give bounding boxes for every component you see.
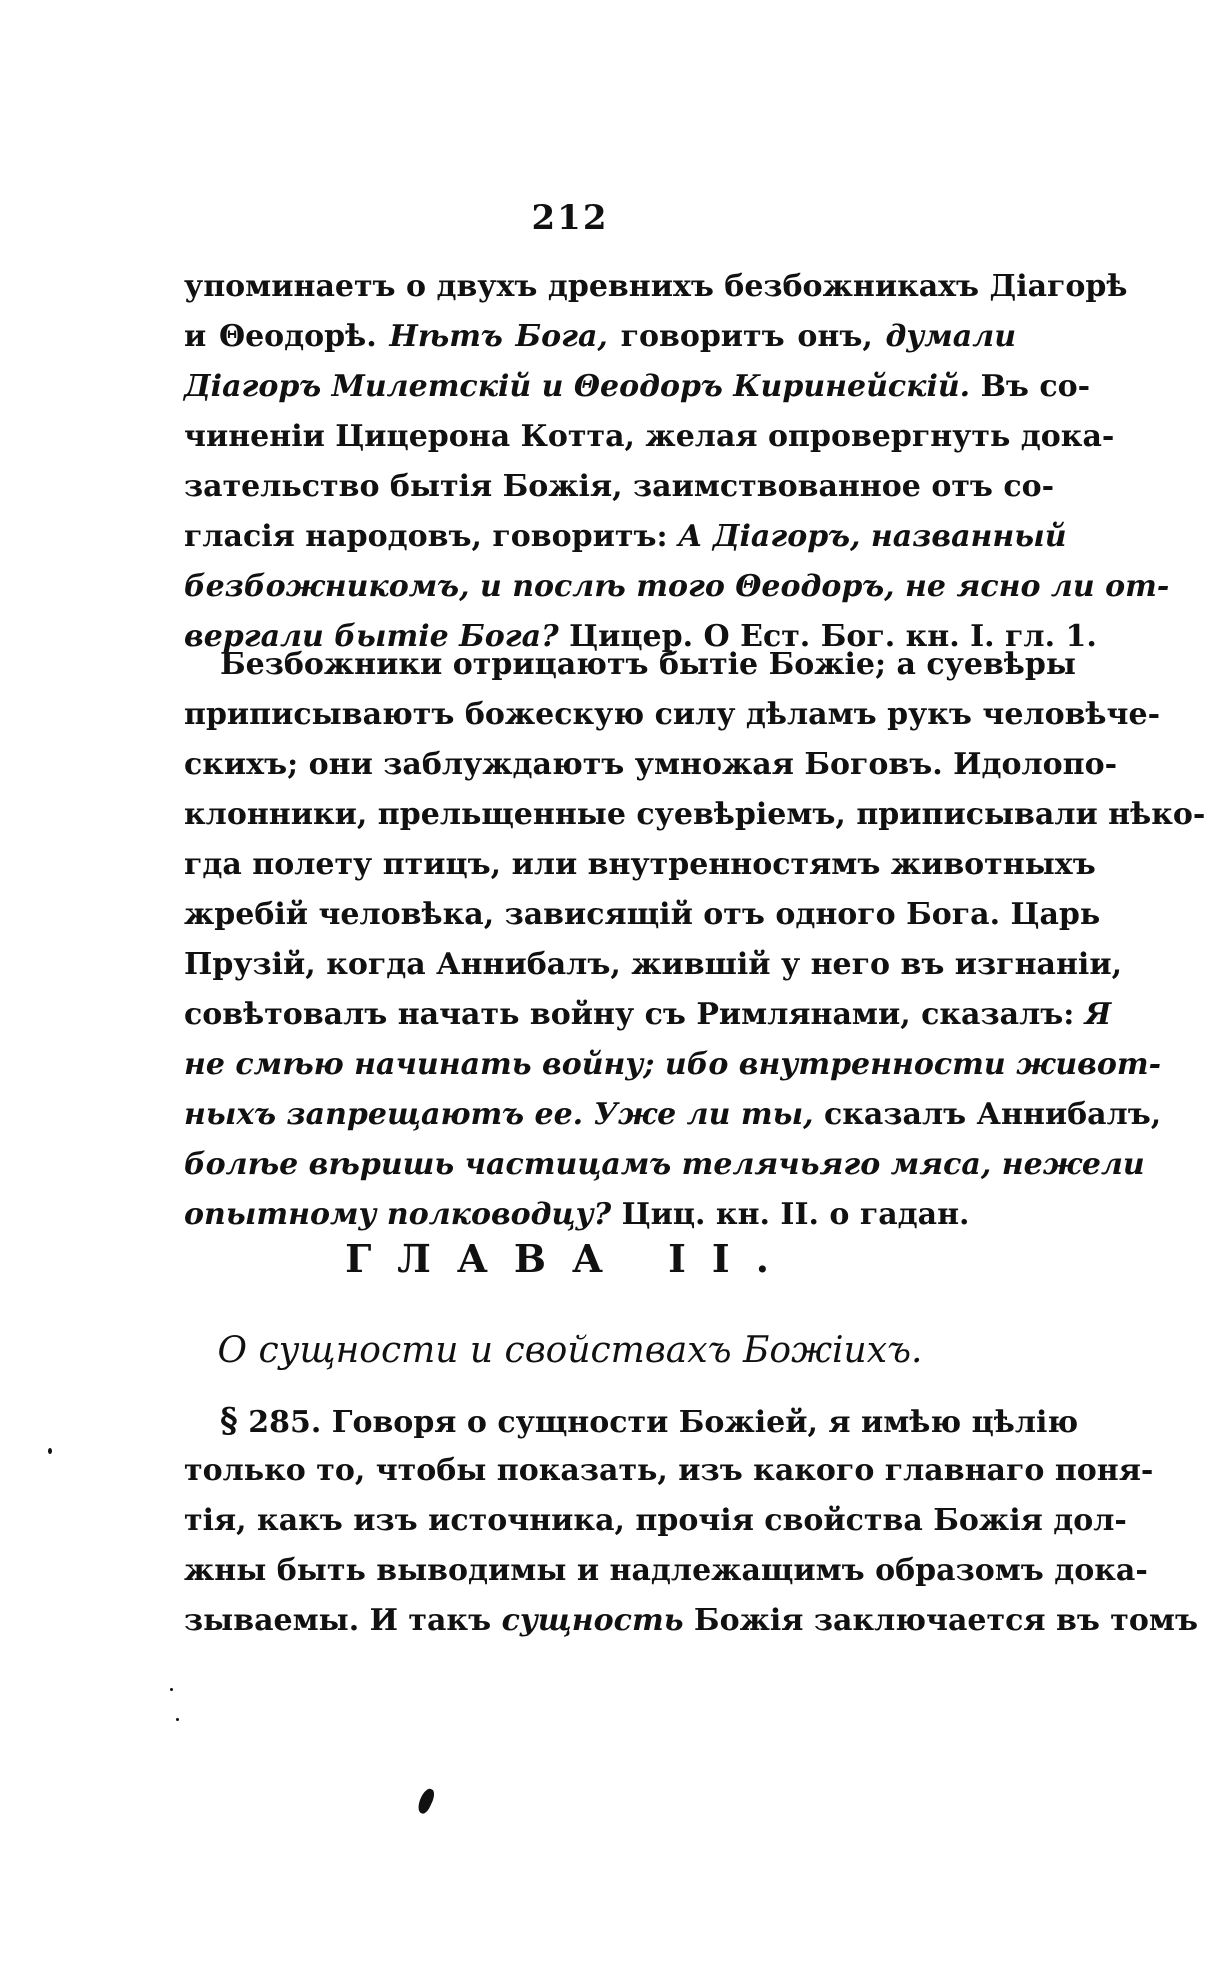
italic-text: опытному полководцу? xyxy=(184,1197,612,1232)
text-run: тія, какъ изъ источника, прочія свойства Божія дол- xyxy=(184,1503,1127,1538)
text-line xyxy=(184,890,1101,940)
text-run: клонники, прельщенные суевѣріемъ, приписывали нѣко- xyxy=(184,797,1205,832)
text-run: Въ со- xyxy=(970,369,1091,404)
paper-speck xyxy=(176,1718,179,1721)
text-run: сказалъ Аннибалъ, xyxy=(813,1097,1162,1132)
chapter-heading: ГЛАВА II. xyxy=(345,1236,795,1281)
text-line xyxy=(184,1140,1145,1190)
text-run: гда полету птицъ, или внутренностямъ животныхъ xyxy=(184,847,1096,882)
paragraph-continued xyxy=(184,262,1170,662)
paper-speck xyxy=(170,1688,173,1691)
text-line xyxy=(184,1496,1127,1546)
text-line xyxy=(184,462,1055,512)
text-run: жребій человѣка, зависящій отъ одного Бога. Царь xyxy=(184,897,1101,932)
page-number: 212 xyxy=(531,198,609,238)
text-line xyxy=(184,740,1118,790)
text-line xyxy=(184,1546,1148,1596)
text-line xyxy=(184,1446,1154,1496)
italic-text: вергали бытіе Бога? xyxy=(184,619,559,654)
paper-speck xyxy=(48,1448,52,1454)
text-line xyxy=(184,1090,1162,1140)
text-line xyxy=(184,1040,1162,1090)
text-run: зываемы. И такъ xyxy=(184,1603,502,1638)
text-run: и Θеодорѣ. xyxy=(184,319,390,354)
text-run: Божія заключается въ томъ xyxy=(683,1603,1198,1638)
text-line xyxy=(184,790,1205,840)
text-run: зательство бытія Божія, заимствованное отъ со- xyxy=(184,469,1055,504)
italic-text: болѣе вѣришь частицамъ телячьяго мяса, нежели xyxy=(184,1147,1145,1182)
text-run: Безбожники отрицаютъ бытіе Божіе; а суевѣры xyxy=(220,647,1076,682)
italic-text: безбожникомъ, и послѣ того Θеодоръ, не ясно ли от- xyxy=(184,569,1170,604)
italic-text: ныхъ запрещаютъ ее. Уже ли ты, xyxy=(184,1097,814,1132)
chapter-subtitle: О сущности и свойствахъ Божіихъ. xyxy=(217,1330,923,1371)
italic-text: не смѣю начинать войну; ибо внутренности живот- xyxy=(184,1047,1162,1082)
italic-text: сущность xyxy=(501,1603,684,1638)
text-line xyxy=(184,262,1128,312)
text-run: скихъ; они заблуждаютъ умножая Боговъ. Идолопо- xyxy=(184,747,1118,782)
italic-text: думали xyxy=(885,319,1017,354)
text-line xyxy=(184,412,1115,462)
text-run: чиненіи Цицерона Котта, желая опровергнуть дока- xyxy=(184,419,1115,454)
paragraph-section-285 xyxy=(184,1396,1198,1646)
text-line xyxy=(184,840,1096,890)
text-line xyxy=(184,1596,1198,1646)
section-sign: § xyxy=(220,1401,238,1441)
paragraph-superstition xyxy=(184,640,1205,1240)
text-line xyxy=(184,640,1076,690)
text-line xyxy=(184,562,1170,612)
text-run: жны быть выводимы и надлежащимъ образомъ дока- xyxy=(184,1553,1148,1588)
italic-text: А Діагоръ, названный xyxy=(677,519,1067,554)
text-run: говоритъ онъ, xyxy=(607,319,886,354)
text-run: приписываютъ божескую силу дѣламъ рукъ человѣче- xyxy=(184,697,1161,732)
text-run: Циц. кн. II. о гадан. xyxy=(611,1197,970,1232)
text-run: 285. Говоря о сущности Божіей, я имѣю цѣлію xyxy=(237,1405,1079,1440)
text-line xyxy=(184,512,1067,562)
text-run: совѣтовалъ начать войну съ Римлянами, сказалъ: xyxy=(184,997,1085,1032)
text-run: Цицер. О Ест. Бог. кн. I. гл. 1. xyxy=(558,619,1097,654)
text-line xyxy=(184,312,1016,362)
text-run: только то, чтобы показать, изъ какого главнаго поня- xyxy=(184,1453,1154,1488)
text-run: гласія народовъ, говоритъ: xyxy=(184,519,678,554)
italic-text: Я xyxy=(1084,997,1112,1032)
text-line xyxy=(184,1190,1016,1240)
text-line xyxy=(184,1396,1079,1446)
italic-text: Діагоръ Милетскій и Θеодоръ Киринейскій. xyxy=(184,369,971,404)
text-line xyxy=(184,990,1112,1040)
text-run: упоминаетъ о двухъ древнихъ безбожникахъ Діагорѣ xyxy=(184,269,1128,304)
text-run: Прузій, когда Аннибалъ, жившій у него въ изгнаніи, xyxy=(184,947,1123,982)
ink-blot xyxy=(415,1787,437,1816)
text-line xyxy=(184,690,1161,740)
text-line xyxy=(184,940,1123,990)
italic-text: Нѣтъ Бога, xyxy=(389,319,608,354)
text-line xyxy=(184,362,1091,412)
